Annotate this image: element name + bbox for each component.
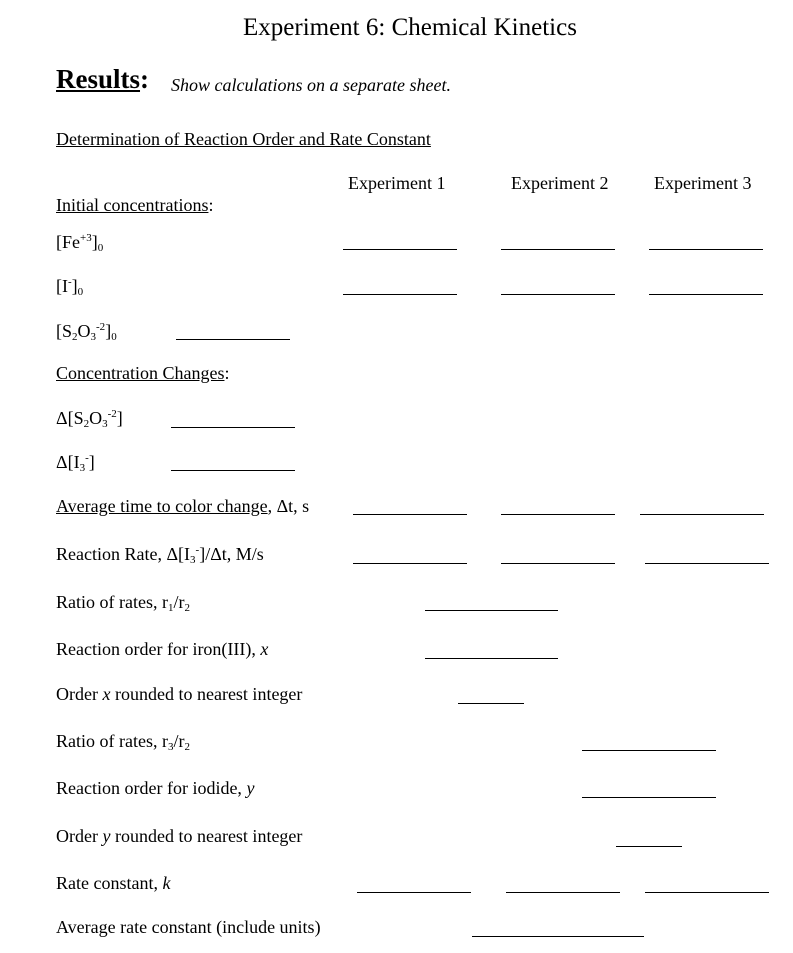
delta-triiodide-label: $\Delta[I_3^-]$ — [56, 452, 95, 474]
ratio-r3-r2-blank[interactable] — [582, 750, 716, 751]
order-y-rounded-blank[interactable] — [616, 846, 682, 847]
section-title: Determination of Reaction Order and Rate Constant — [56, 129, 431, 149]
reaction-rate-label: Reaction Rate, $\Delta[I_3^-]/\Delta t$, M/s — [56, 544, 264, 566]
rate-constant-exp2-blank[interactable] — [506, 892, 620, 893]
fe-initial-exp2-blank[interactable] — [501, 249, 615, 250]
avg-time-exp3-blank[interactable] — [640, 514, 764, 515]
order-x-rounded-blank[interactable] — [458, 703, 524, 704]
delta-thiosulfate-label: $\Delta[S_2O_3^{-2}]$ — [56, 408, 123, 430]
reaction-rate-exp1-blank[interactable] — [353, 563, 467, 564]
thiosulfate-initial-label: $[S_2O_3^{-2}]_0$ — [56, 321, 117, 343]
column-header-experiment-3: Experiment 3 — [654, 173, 752, 193]
results-heading: Results — [56, 64, 141, 94]
avg-rate-constant-blank[interactable] — [472, 936, 644, 937]
iodide-initial-exp1-blank[interactable] — [343, 294, 457, 295]
iodide-initial-exp2-blank[interactable] — [501, 294, 615, 295]
iodide-initial-exp3-blank[interactable] — [649, 294, 763, 295]
fe-initial-exp3-blank[interactable] — [649, 249, 763, 250]
thiosulfate-initial-blank[interactable] — [176, 339, 290, 340]
column-header-experiment-2: Experiment 2 — [511, 173, 609, 193]
reaction-rate-exp2-blank[interactable] — [501, 563, 615, 564]
rate-constant-label: Rate constant, k — [56, 873, 171, 893]
results-heading-row — [56, 64, 149, 95]
order-iron-label: Reaction order for iron(III), x — [56, 639, 269, 659]
ratio-r1-r2-label: Ratio of rates, $r_1/r_2$ — [56, 592, 190, 614]
concentration-changes-label: Concentration Changes: — [56, 363, 230, 383]
order-iron-blank[interactable] — [425, 658, 558, 659]
order-x-rounded-label: Order x rounded to nearest integer — [56, 684, 303, 704]
ratio-r3-r2-label: Ratio of rates, $r_3/r_2$ — [56, 731, 190, 753]
avg-time-exp2-blank[interactable] — [501, 514, 615, 515]
rate-constant-exp1-blank[interactable] — [357, 892, 471, 893]
ratio-r1-r2-blank[interactable] — [425, 610, 558, 611]
avg-rate-constant-label: Average rate constant (include units) — [56, 917, 321, 937]
delta-triiodide-blank[interactable] — [171, 470, 295, 471]
results-note: Show calculations on a separate sheet. — [171, 75, 451, 95]
fe-initial-label: $[Fe^{+3}]_0$ — [56, 232, 104, 254]
order-iodide-label: Reaction order for iodide, y — [56, 778, 255, 798]
order-y-rounded-label: Order y rounded to nearest integer — [56, 826, 303, 846]
reaction-rate-exp3-blank[interactable] — [645, 563, 769, 564]
column-header-experiment-1: Experiment 1 — [348, 173, 446, 193]
page-title: Experiment 6: Chemical Kinetics — [243, 14, 577, 41]
results-colon: : — [140, 64, 150, 94]
initial-concentrations-label: Initial concentrations: — [56, 195, 214, 215]
avg-time-label: Average time to color change, Δt, s — [56, 496, 310, 516]
iodide-initial-label: $[I^-]_0$ — [56, 276, 84, 298]
rate-constant-exp3-blank[interactable] — [645, 892, 769, 893]
avg-time-exp1-blank[interactable] — [353, 514, 467, 515]
delta-thiosulfate-blank[interactable] — [171, 427, 295, 428]
fe-initial-exp1-blank[interactable] — [343, 249, 457, 250]
order-iodide-blank[interactable] — [582, 797, 716, 798]
